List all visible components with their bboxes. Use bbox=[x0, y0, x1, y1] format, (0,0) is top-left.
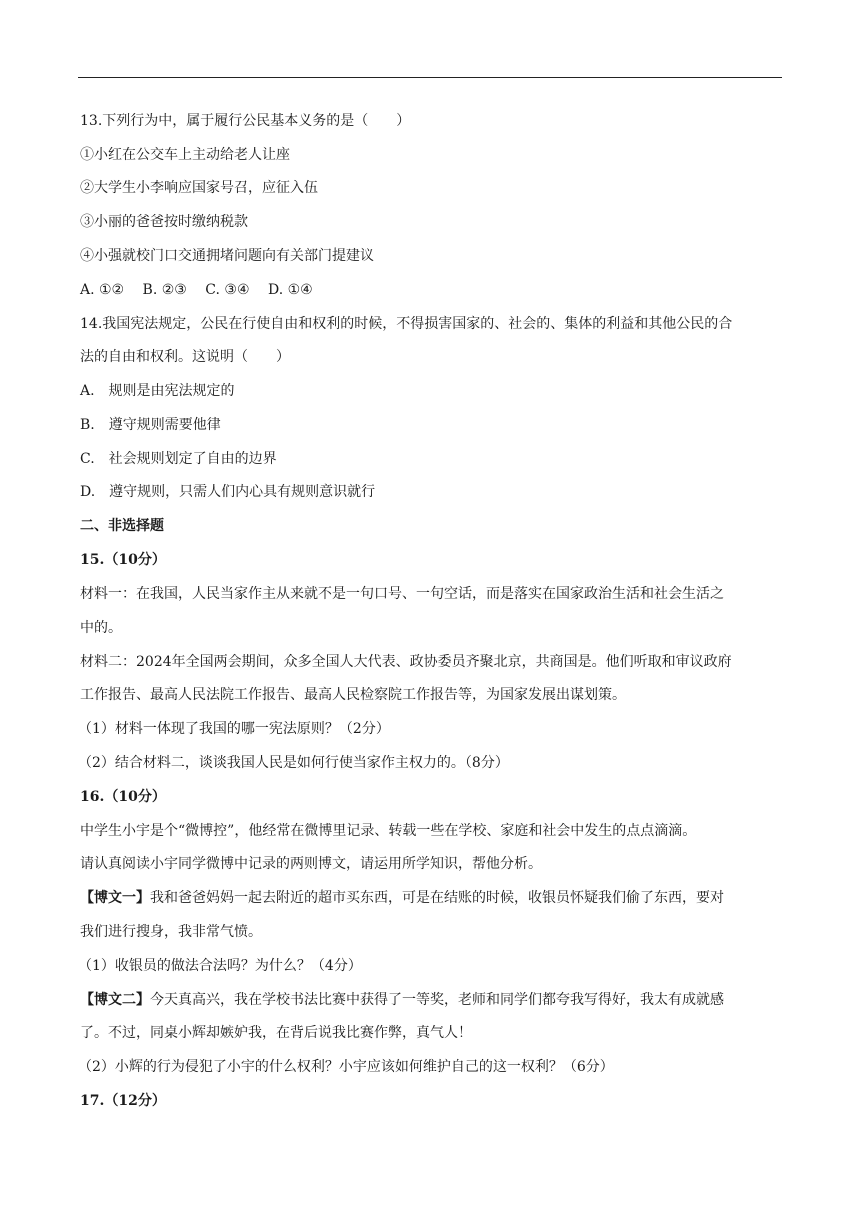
q16-subquestion-2: （2）小辉的行为侵犯了小宇的什么权利？小宇应该如何维护自己的这一权利？（6分） bbox=[78, 1059, 614, 1075]
q15-header: 15.（10分） bbox=[80, 552, 166, 568]
header-rule bbox=[78, 77, 782, 78]
q14-option-a: A. 规则是由宪法规定的 bbox=[80, 383, 235, 399]
q15-subquestion-1: （1）材料一体现了我国的哪一宪法原则？（2分） bbox=[78, 721, 390, 737]
q13-item-4: ④小强就校门口交通拥堵问题向有关部门提建议 bbox=[80, 248, 374, 264]
q16-post2-label: 【博文二】 bbox=[80, 992, 150, 1008]
q14-option-b: B. 遵守规则需要他律 bbox=[80, 417, 221, 433]
q16-post1-label: 【博文一】 bbox=[80, 890, 150, 906]
q17-header: 17.（12分） bbox=[80, 1093, 166, 1109]
q13-stem: 13.下列行为中，属于履行公民基本义务的是（ ） bbox=[80, 113, 411, 129]
section-heading: 二、非选择题 bbox=[80, 518, 164, 534]
q16-post1-line1 bbox=[80, 888, 782, 908]
q16-subquestion-1: （1）收银员的做法合法吗？为什么？（4分） bbox=[78, 958, 362, 974]
q13-item-2: ②大学生小李响应国家号召，应征入伍 bbox=[80, 180, 318, 196]
q14-stem-line2: 法的自由和权利。这说明（ ） bbox=[80, 349, 290, 365]
q16-post1-text: 我和爸爸妈妈一起去附近的超市买东西，可是在结账的时候，收银员怀疑我们偷了东西，要对 bbox=[150, 890, 724, 906]
q16-intro-line2: 请认真阅读小宇同学微博中记录的两则博文，请运用所学知识，帮他分析。 bbox=[80, 856, 542, 872]
q14-option-c: C. 社会规则划定了自由的边界 bbox=[80, 451, 277, 467]
q15-material1-line2: 中的。 bbox=[80, 620, 122, 636]
q14-stem-line1: 14.我国宪法规定，公民在行使自由和权利的时候，不得损害国家的、社会的、集体的利益和其他公民的合 bbox=[80, 316, 733, 332]
q13-options: A. ①② B. ②③ C. ③④ D. ①④ bbox=[80, 282, 313, 298]
q15-material2-line2: 工作报告、最高人民法院工作报告、最高人民检察院工作报告等，为国家发展出谋划策。 bbox=[80, 687, 626, 703]
q15-material1-line1: 材料一：在我国，人民当家作主从来就不是一句口号、一句空话，而是落实在国家政治生活和社会生活之 bbox=[80, 586, 724, 602]
q16-post2-line2: 了。不过，同桌小辉却嫉妒我，在背后说我比赛作弊，真气人！ bbox=[80, 1025, 472, 1041]
q16-post1-line2: 我们进行搜身，我非常气愤。 bbox=[80, 924, 262, 940]
q15-subquestion-2: （2）结合材料二，谈谈我国人民是如何行使当家作主权力的。（8分） bbox=[78, 755, 509, 771]
q16-intro-line1: 中学生小宇是个“微博控”，他经常在微博里记录、转载一些在学校、家庭和社会中发生的点点滴滴。 bbox=[80, 823, 697, 839]
q16-header: 16.（10分） bbox=[80, 789, 166, 805]
q13-item-3: ③小丽的爸爸按时缴纳税款 bbox=[80, 214, 248, 230]
q15-material2-line1: 材料二：2024年全国两会期间，众多全国人大代表、政协委员齐聚北京，共商国是。他们听取和审议政府 bbox=[80, 654, 732, 670]
q14-option-d: D. 遵守规则，只需人们内心具有规则意识就行 bbox=[80, 484, 376, 500]
q13-item-1: ①小红在公交车上主动给老人让座 bbox=[80, 147, 290, 163]
q16-post2-text: 今天真高兴，我在学校书法比赛中获得了一等奖，老师和同学们都夸我写得好，我太有成就感 bbox=[150, 992, 724, 1008]
q16-post2-line1 bbox=[80, 990, 782, 1010]
